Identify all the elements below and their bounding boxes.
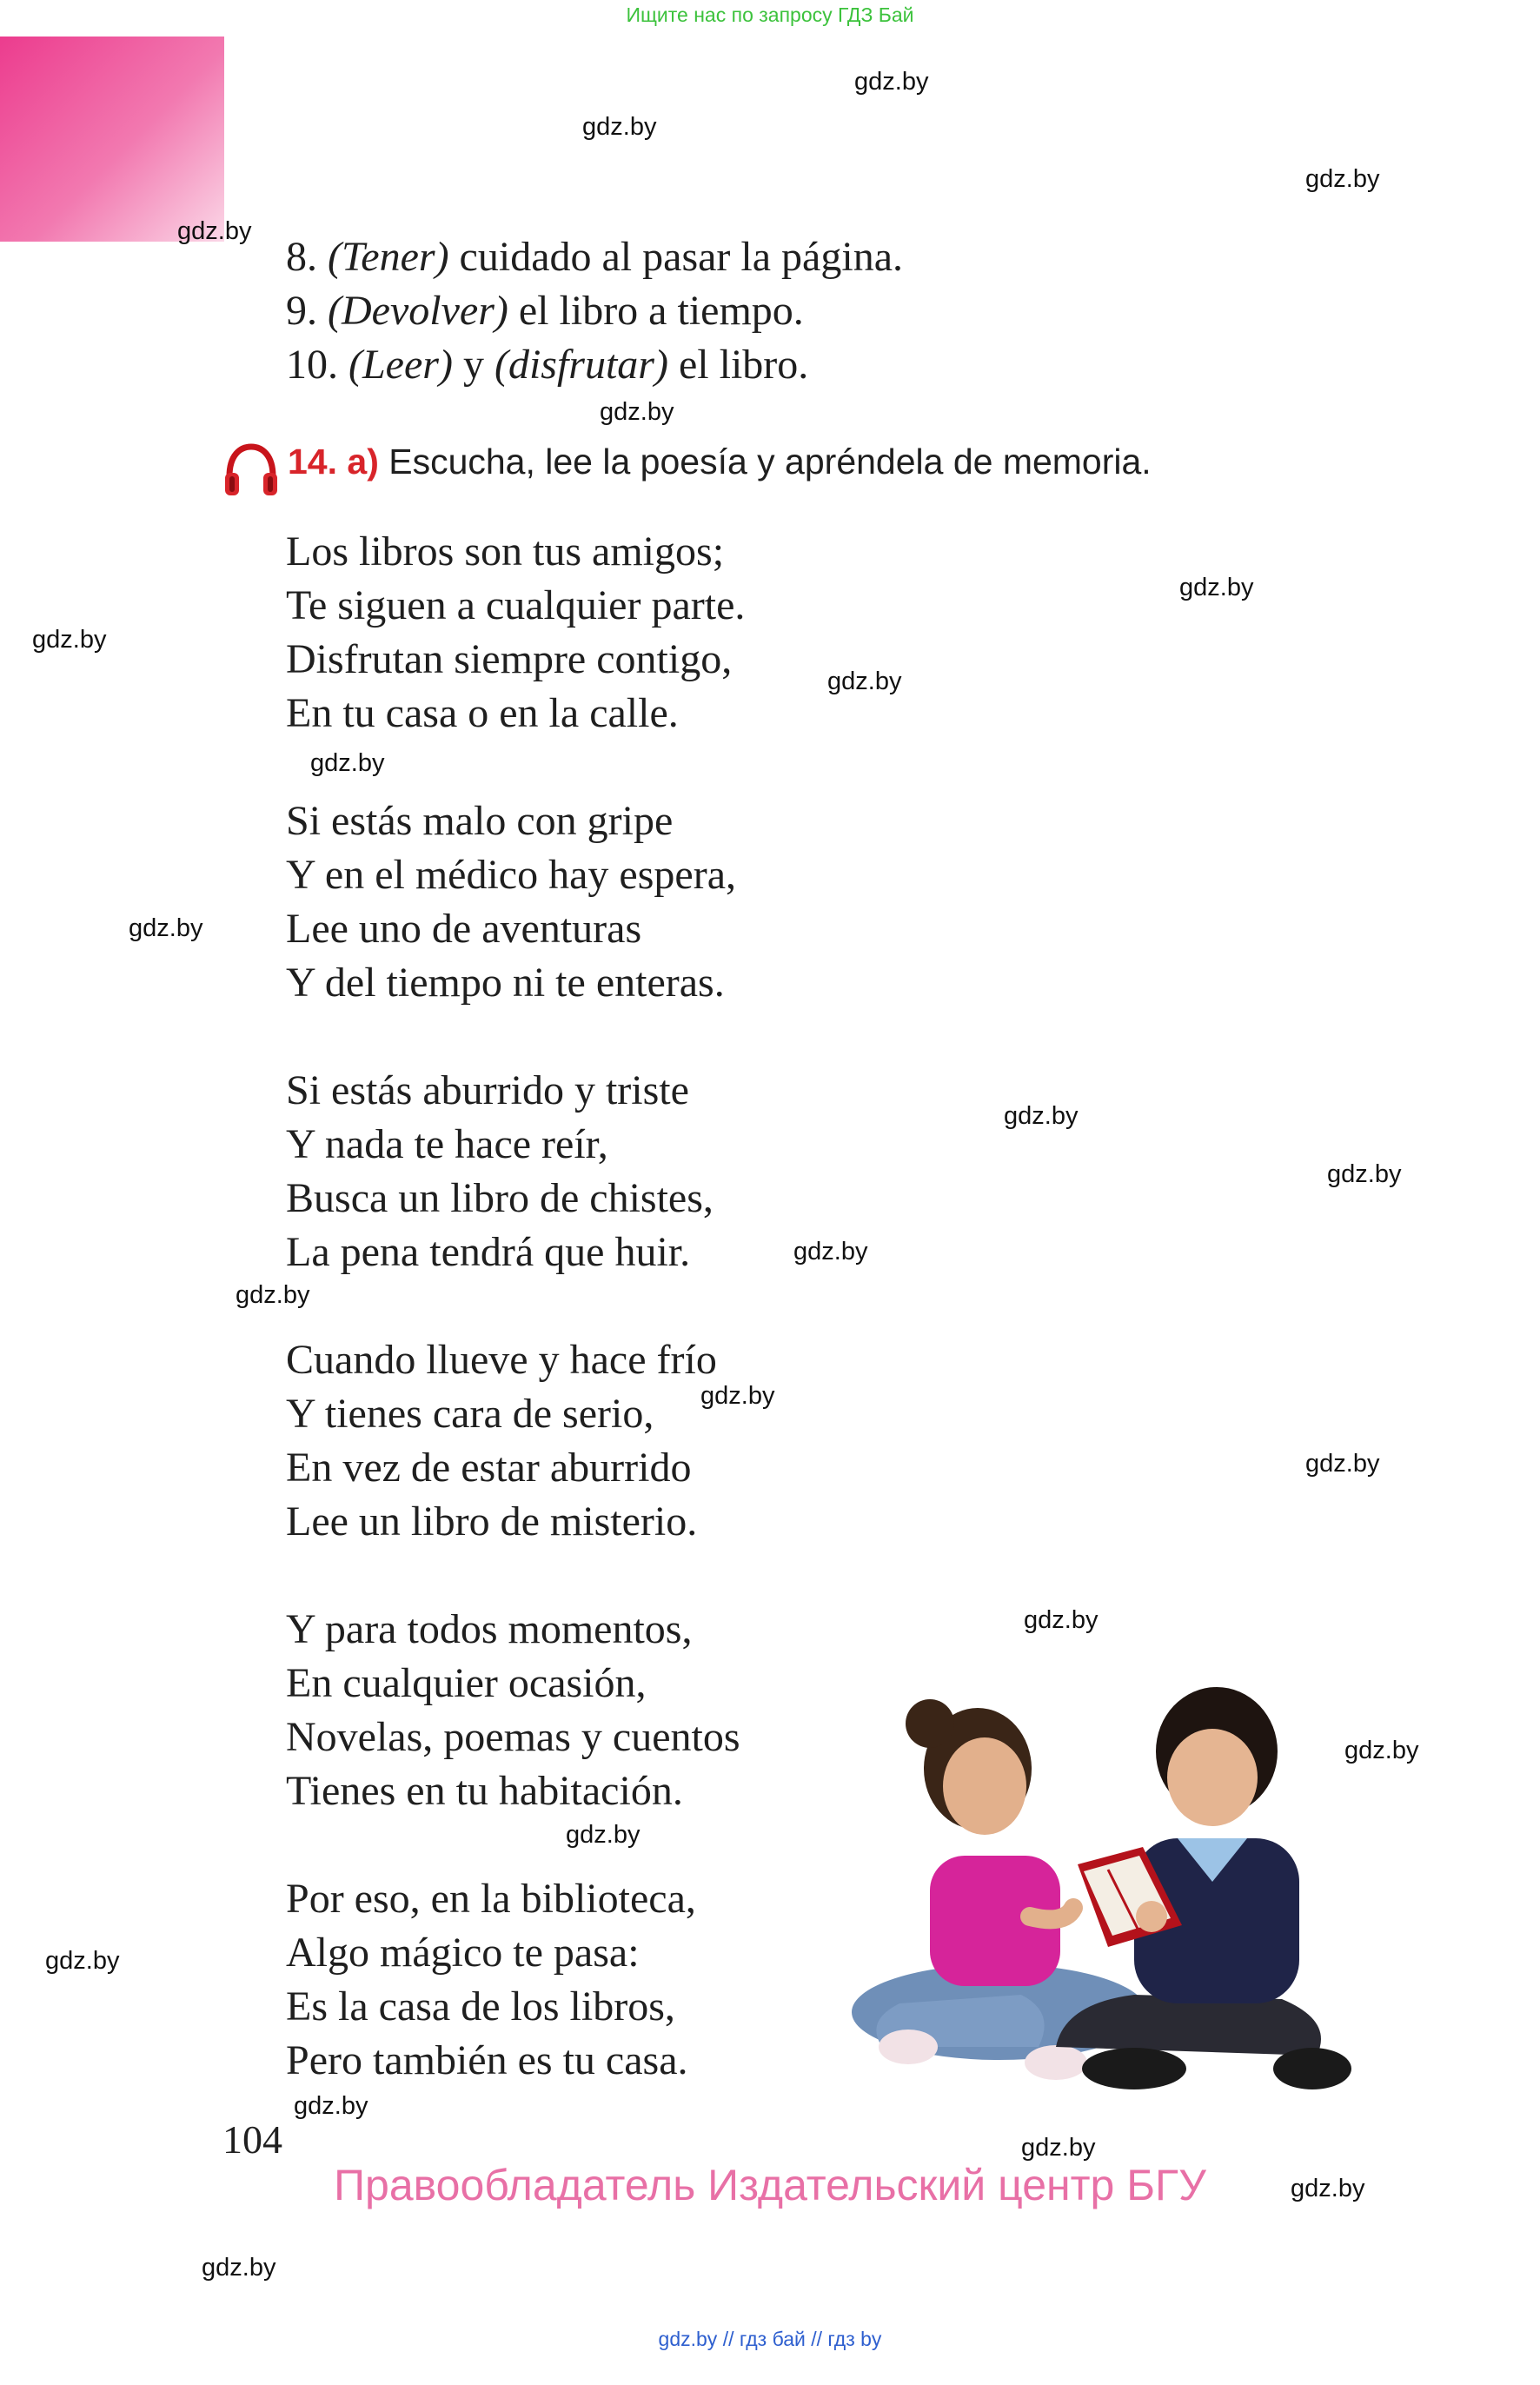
- poem-line: Disfrutan siempre contigo,: [286, 636, 733, 682]
- watermark: gdz.by: [793, 1238, 868, 1266]
- poem-line: Tienes en tu habitación.: [286, 1768, 683, 1814]
- watermark: gdz.by: [236, 1281, 310, 1309]
- watermark: gdz.by: [1024, 1606, 1099, 1634]
- poem-line: Por eso, en la biblioteca,: [286, 1876, 696, 1922]
- watermark: gdz.by: [582, 113, 657, 141]
- headphones-icon: [222, 443, 280, 497]
- poem-line: Algo mágico te pasa:: [286, 1930, 640, 1976]
- poem-stanza: [286, 794, 736, 1010]
- poem-line: Y del tiempo ni te enteras.: [286, 960, 725, 1006]
- watermark: gdz.by: [1291, 2175, 1365, 2202]
- watermark: gdz.by: [854, 68, 929, 96]
- watermark: gdz.by: [700, 1382, 775, 1410]
- chapter-color-block: [0, 37, 224, 242]
- poem-line: Si estás aburrido y triste: [286, 1067, 689, 1113]
- poem-line: En tu casa o en la calle.: [286, 690, 679, 736]
- watermark: gdz.by: [129, 914, 203, 942]
- watermark: gdz.by: [177, 217, 252, 245]
- watermark: gdz.by: [1305, 165, 1380, 193]
- poem-line: Y en el médico hay espera,: [286, 852, 736, 898]
- poem-line: Y para todos momentos,: [286, 1606, 693, 1652]
- exercise-line: 8. (Tener) cuidado al pasar la página.: [286, 234, 903, 280]
- poem-line: Es la casa de los libros,: [286, 1983, 675, 2030]
- poem-line: Lee uno de aventuras: [286, 906, 642, 952]
- exercise-line: 9. (Devolver) el libro a tiempo.: [286, 288, 804, 334]
- poem-line: En cualquier ocasión,: [286, 1660, 647, 1706]
- poem-line: Y tienes cara de serio,: [286, 1391, 654, 1437]
- poem-line: Lee un libro de misterio.: [286, 1498, 698, 1545]
- poem-line: Novelas, poemas y cuentos: [286, 1714, 740, 1760]
- poem-line: Los libros son tus amigos;: [286, 528, 725, 575]
- poem-stanza: [286, 525, 745, 741]
- watermark: gdz.by: [1327, 1160, 1402, 1188]
- watermark: gdz.by: [32, 626, 107, 654]
- poem-line: En vez de estar aburrido: [286, 1445, 692, 1491]
- watermark: gdz.by: [1305, 1450, 1380, 1478]
- poem-line: Pero también es tu casa.: [286, 2037, 688, 2083]
- poem-line: Cuando llueve y hace frío: [286, 1337, 717, 1383]
- watermark: gdz.by: [202, 2254, 276, 2282]
- children-reading-illustration: [847, 1638, 1369, 2090]
- footer-links[interactable]: gdz.by // гдз бай // гдз by: [658, 2328, 882, 2350]
- poem-stanza: [286, 1333, 717, 1549]
- poem-stanza: [286, 1603, 740, 1818]
- poem-stanza: [286, 1064, 714, 1279]
- poem-line: Y nada te hace reír,: [286, 1121, 608, 1167]
- watermark: gdz.by: [1021, 2134, 1096, 2162]
- copyright-notice: Правообладатель Издательский центр БГУ: [334, 2161, 1206, 2209]
- watermark: gdz.by: [566, 1821, 641, 1849]
- task-number: 14. a): [288, 442, 379, 482]
- watermark: gdz.by: [1344, 1737, 1419, 1764]
- search-hint-link[interactable]: Ищите нас по запросу ГДЗ Бай: [626, 3, 914, 26]
- exercise-line: 10. (Leer) y (disfrutar) el libro.: [286, 342, 809, 388]
- watermark: gdz.by: [45, 1947, 120, 1975]
- watermark: gdz.by: [1004, 1102, 1079, 1130]
- watermark: gdz.by: [310, 749, 385, 777]
- watermark: gdz.by: [600, 398, 674, 426]
- poem-line: Busca un libro de chistes,: [286, 1175, 714, 1221]
- watermark: gdz.by: [1179, 574, 1254, 601]
- task-instruction: Escucha, lee la poesía y apréndela de memoria.: [378, 442, 1152, 482]
- poem-line: Te siguen a cualquier parte.: [286, 582, 746, 628]
- page-number: 104: [222, 2117, 282, 2162]
- watermark: gdz.by: [294, 2092, 368, 2120]
- watermark: gdz.by: [827, 668, 902, 695]
- poem-line: Si estás malo con gripe: [286, 798, 674, 844]
- poem-stanza: [286, 1872, 696, 2088]
- task-heading: [288, 442, 1152, 482]
- poem-line: La pena tendrá que huir.: [286, 1229, 691, 1275]
